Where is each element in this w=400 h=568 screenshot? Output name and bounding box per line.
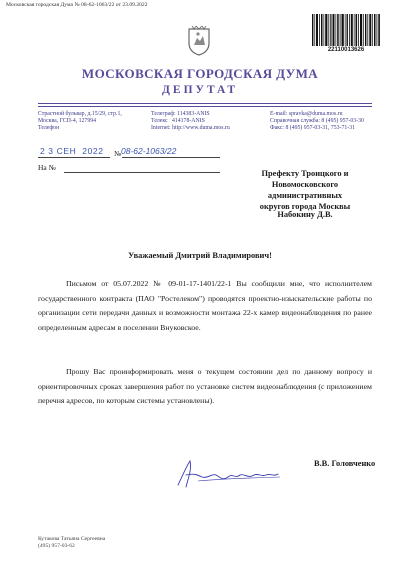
- addressee-block: [234, 168, 376, 212]
- barcode-icon: [311, 14, 381, 46]
- address-line: Телефон: [38, 125, 60, 132]
- date-stamp: 2 3 СЕН 2022: [40, 146, 104, 156]
- letterhead-title: МОСКОВСКАЯ ГОРОДСКАЯ ДУМА: [81, 66, 319, 81]
- letterhead-subtitle: ДЕПУТАТ: [161, 84, 239, 96]
- executor-name: Кутакова Татьяна Сергеевна: [38, 536, 106, 542]
- barcode-number: 22110013626: [327, 47, 365, 53]
- number-underline: [122, 157, 220, 158]
- contacts-block: [270, 111, 364, 133]
- executor-phone: (495) 957-03-62: [38, 543, 75, 549]
- date-underline: [38, 157, 110, 158]
- telegraph-line: Телекс 414178-ANIS: [151, 118, 205, 125]
- executor-footer: [38, 536, 105, 550]
- telegraph-line: Internet: http://www.duma.mos.ru: [151, 125, 230, 132]
- letterhead-rule-top: [38, 103, 372, 104]
- telegraph-block: [151, 111, 230, 133]
- address-line: Страстной бульвар, д.15/29, стр.1,: [38, 111, 122, 117]
- reference-label: На №: [38, 163, 56, 172]
- letterhead-rule-bottom: [38, 106, 372, 107]
- contact-line: Факс: 8 (495) 957-03-31, 753-71-31: [270, 125, 356, 132]
- contact-line: E-mail: spravka@duma.mos.ru: [270, 111, 343, 117]
- addressee-line: Новомосковского административных: [267, 180, 343, 200]
- address-block: [38, 111, 122, 133]
- registration-header: Московская городская Дума № 08-62-1063/22 от 23.09.2022: [6, 2, 148, 8]
- addressee-line: округов города Москвы: [259, 202, 351, 211]
- address-line: Москва, ГСП-4, 127994: [38, 118, 97, 125]
- greeting: Уважаемый Дмитрий Владимирович!: [128, 251, 272, 260]
- handwritten-signature: [168, 455, 298, 493]
- addressee-name: Набокину Д.В.: [277, 210, 333, 219]
- contact-line: Справочная служба: 8 (495) 957-03-30: [270, 118, 364, 125]
- signer-name: В.В. Головченко: [314, 459, 376, 468]
- reference-underline: [64, 172, 220, 173]
- addressee-line: Префекту Троицкого и: [261, 169, 349, 178]
- number-sign: №: [114, 149, 122, 158]
- body-paragraph-1: Письмом от 05.07.2022 № 09-01-17-1401/22-1 Вы сообщили мне, что исполнителем государственного контракта (ПАО "Ростелеком") проводятся проектно-изыскательские работы по организации сети передачи данных и возможности монтажа 22-х камер видеонаблюдения по ранее определенным адресам в поселении Внуковское.: [38, 279, 372, 332]
- body-paragraph-2: Прошу Вас проинформировать меня о текущем состоянии дел по данному вопросу и ориентировочных сроках завершения работ по установке систем видеонаблюдения (с приложением перечня адресов, по которым системы установлены).: [38, 367, 372, 405]
- telegraph-line: Телеграф: 114383-ANIS: [151, 111, 210, 117]
- number-stamp: 08-62-1063/22: [121, 146, 177, 156]
- moscow-coat-of-arms-icon: [186, 26, 212, 56]
